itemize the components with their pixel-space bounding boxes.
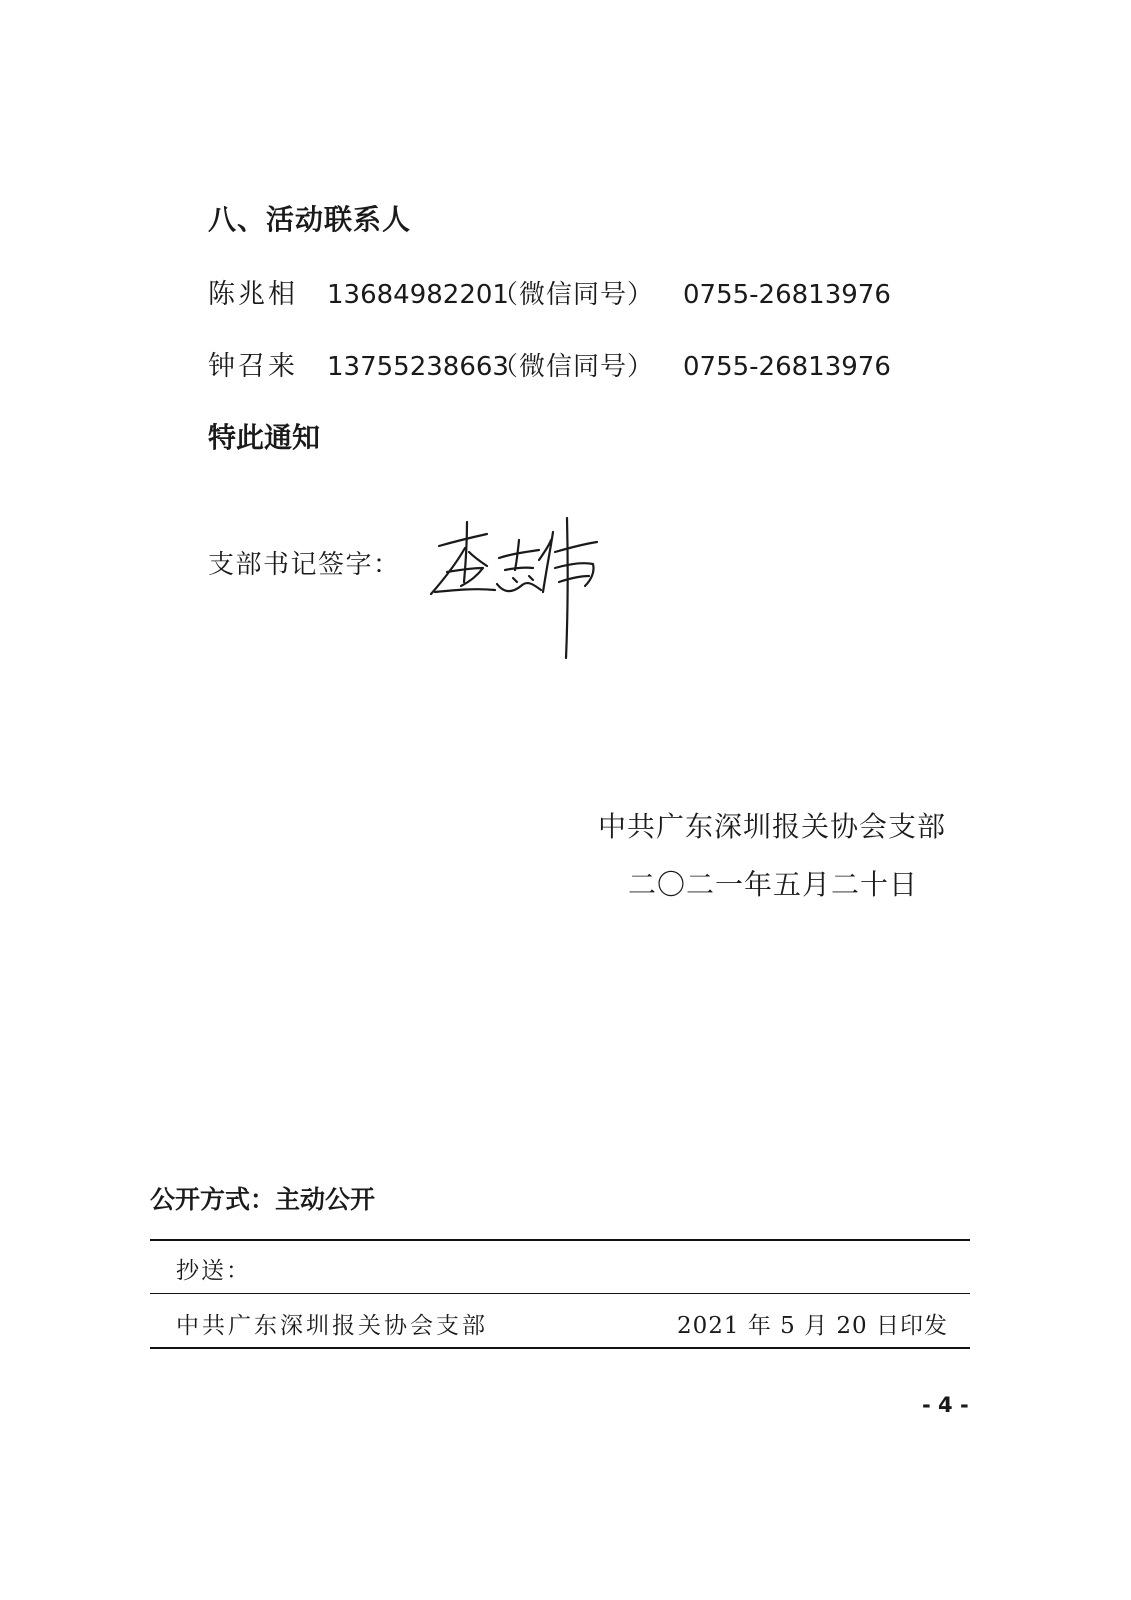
- issuer-organization: 中共广东深圳报关协会支部: [598, 810, 947, 843]
- contact-note: （微信同号）: [492, 280, 655, 310]
- disclosure-method: 公开方式：主动公开: [150, 1185, 376, 1214]
- contact-phone: 0755-26813976: [683, 352, 891, 382]
- signature-label: 支部书记签字：: [208, 550, 401, 580]
- contact-phone: 0755-26813976: [683, 280, 891, 310]
- footer-rule-bottom: [150, 1347, 970, 1349]
- cc-label: 抄送：: [176, 1258, 251, 1284]
- printing-organization: 中共广东深圳报关协会支部: [176, 1313, 488, 1339]
- footer-rule-top: [150, 1239, 970, 1241]
- closing-text: 特此通知: [208, 421, 321, 454]
- section-heading: 八、活动联系人: [208, 203, 412, 236]
- contact-mobile: 13684982201: [327, 280, 509, 310]
- issue-date: 二〇二一年五月二十日: [628, 868, 919, 901]
- contact-note: （微信同号）: [492, 352, 655, 382]
- contact-name: 钟召来: [208, 351, 298, 382]
- printing-date: 2021 年 5 月 20 日印发: [677, 1313, 948, 1339]
- contact-name: 陈兆相: [208, 279, 298, 310]
- footer-rule-middle: [150, 1293, 970, 1294]
- page-number: - 4 -: [922, 1393, 969, 1417]
- handwritten-signature: [425, 510, 605, 665]
- contact-row: [0, 351, 1131, 383]
- contact-row: [0, 279, 1131, 311]
- contact-mobile: 13755238663: [327, 352, 509, 382]
